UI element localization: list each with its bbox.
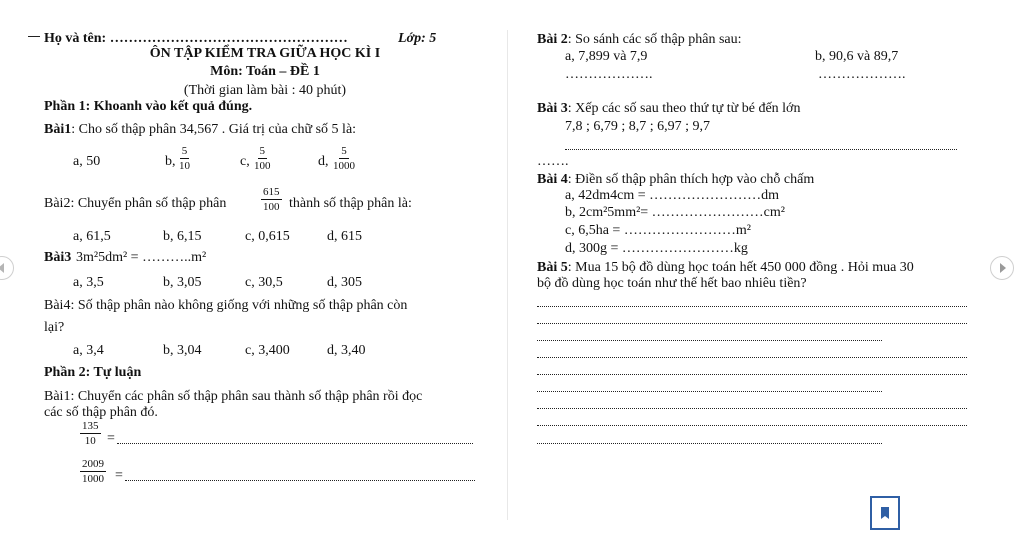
r-q5-answer-line-8 [537,425,967,426]
r-q4-line-c: c, 6,5ha = ……………………m² [565,223,751,238]
r-q2-text: Bài 2: So sánh các số thập phân sau: [537,32,742,47]
name-line: Họ và tên: …………………………………………… [44,31,348,46]
r-q5-answer-line-5 [537,374,967,375]
r-q3-numbers: 7,8 ; 6,79 ; 8,7 ; 6,97 ; 9,7 [565,119,711,134]
q1-option-c-prefix: c, [240,154,250,169]
r-q2-option-b: b, 90,6 và 89,7 [815,49,899,64]
q2-option-b: b, 6,15 [163,229,202,244]
r-q4-text: Bài 4: Điền số thập phân thích hợp vào chỗ chấm [537,172,815,187]
r-q4-line-b: b, 2cm²5mm²= ……………………cm² [565,205,785,220]
exam-title: ÔN TẬP KIỂM TRA GIỮA HỌC KÌ I [149,46,381,61]
q3-option-c: c, 30,5 [245,275,283,290]
q4-option-b: b, 3,04 [163,343,202,358]
r-q5-answer-line-2 [537,323,967,324]
prev-page-button[interactable] [0,256,14,280]
r-q5-answer-line-6 [537,391,882,392]
p2q1-equals-1: = [107,431,115,446]
p2q1-answer-line-2 [125,480,475,481]
q4-text-cont: lại? [44,320,65,335]
class-line: Lớp: 5 [398,31,437,46]
q1-option-b-prefix: b, [165,154,176,169]
bookmark-button[interactable] [870,496,900,530]
column-divider [507,30,508,520]
p2q1-fraction-2: $\frac{2009}{1000}$ [82,458,104,485]
q1-option-c-fraction: $\frac{5}{100}$ [254,145,271,172]
r-q2-blank-b: ………………. [818,67,906,82]
q2-fraction: $\frac{615}{100}$ [263,186,280,213]
q3-option-a: a, 3,5 [73,275,104,290]
margin-mark [28,36,40,37]
q3-label: Bài3 [44,250,72,265]
r-q3-text: Bài 3: Xếp các số sau theo thứ tự từ bé đến lớn [537,101,801,116]
r-q3-answer-line [565,149,957,150]
r-q5-text-cont: bộ đồ dùng học toán như thế hết bao nhiêu tiền? [537,276,807,291]
p2q1-text: Bài1: Chuyển các phân số thập phân sau thành số thập phân rồi đọc [44,389,423,404]
p2q1-text-cont: các số thập phân đó. [44,405,158,420]
q1-option-d-prefix: d, [318,154,329,169]
q3-option-d: d, 305 [327,275,362,290]
next-page-button[interactable] [990,256,1014,280]
r-q5-answer-line-4 [537,357,967,358]
r-q4-line-d: d, 300g = ……………………kg [565,241,748,256]
q4-option-c: c, 3,400 [245,343,290,358]
q3-text: 3m²5dm² = ………..m² [76,250,207,265]
q3-option-b: b, 3,05 [163,275,202,290]
q4-option-d: d, 3,40 [327,343,366,358]
q4-text: Bài4: Số thập phân nào không giống với những số thập phân còn [44,298,408,313]
q2-option-d: d, 615 [327,229,362,244]
q1-text: Bài1: Cho số thập phân 34,567 . Giá trị của chữ số 5 là: [44,122,357,137]
q2-option-a: a, 61,5 [73,229,111,244]
r-q5-answer-line-3 [537,340,882,341]
q2-text-end: thành số thập phân là: [289,196,412,211]
r-q2-blank-a: ………………. [565,67,653,82]
time-line: (Thời gian làm bài : 40 phút) [183,83,347,98]
q4-option-a: a, 3,4 [73,343,104,358]
subject-line: Môn: Toán – ĐỀ 1 [210,64,320,79]
r-q5-answer-line-1 [537,306,967,307]
r-q3-dots: ……. [537,154,569,169]
part1-heading: Phần 1: Khoanh vào kết quả đúng. [44,99,253,114]
q1-option-d-fraction: $\frac{5}{1000}$ [333,145,355,172]
chevron-left-icon [0,257,13,279]
r-q5-answer-line-7 [537,408,967,409]
q2-text-start: Bài2: Chuyển phân số thập phân [44,196,227,211]
q1-option-b-fraction: $\frac{5}{10}$ [179,145,190,172]
p2q1-answer-line-1 [117,443,473,444]
part2-heading: Phần 2: Tự luận [44,365,142,380]
bookmark-icon [878,505,892,521]
p2q1-fraction-1: $\frac{135}{10}$ [82,420,99,447]
r-q5-answer-line-9 [537,443,882,444]
r-q4-line-a: a, 42dm4cm = ……………………dm [565,188,779,203]
r-q2-option-a: a, 7,899 và 7,9 [565,49,648,64]
r-q5-text: Bài 5: Mua 15 bộ đồ dùng học toán hết 450 000 đồng . Hỏi mua 30 [537,260,914,275]
q1-option-a: a, 50 [73,154,101,169]
q2-option-c: c, 0,615 [245,229,290,244]
p2q1-equals-2: = [115,468,123,483]
chevron-right-icon [991,257,1013,279]
